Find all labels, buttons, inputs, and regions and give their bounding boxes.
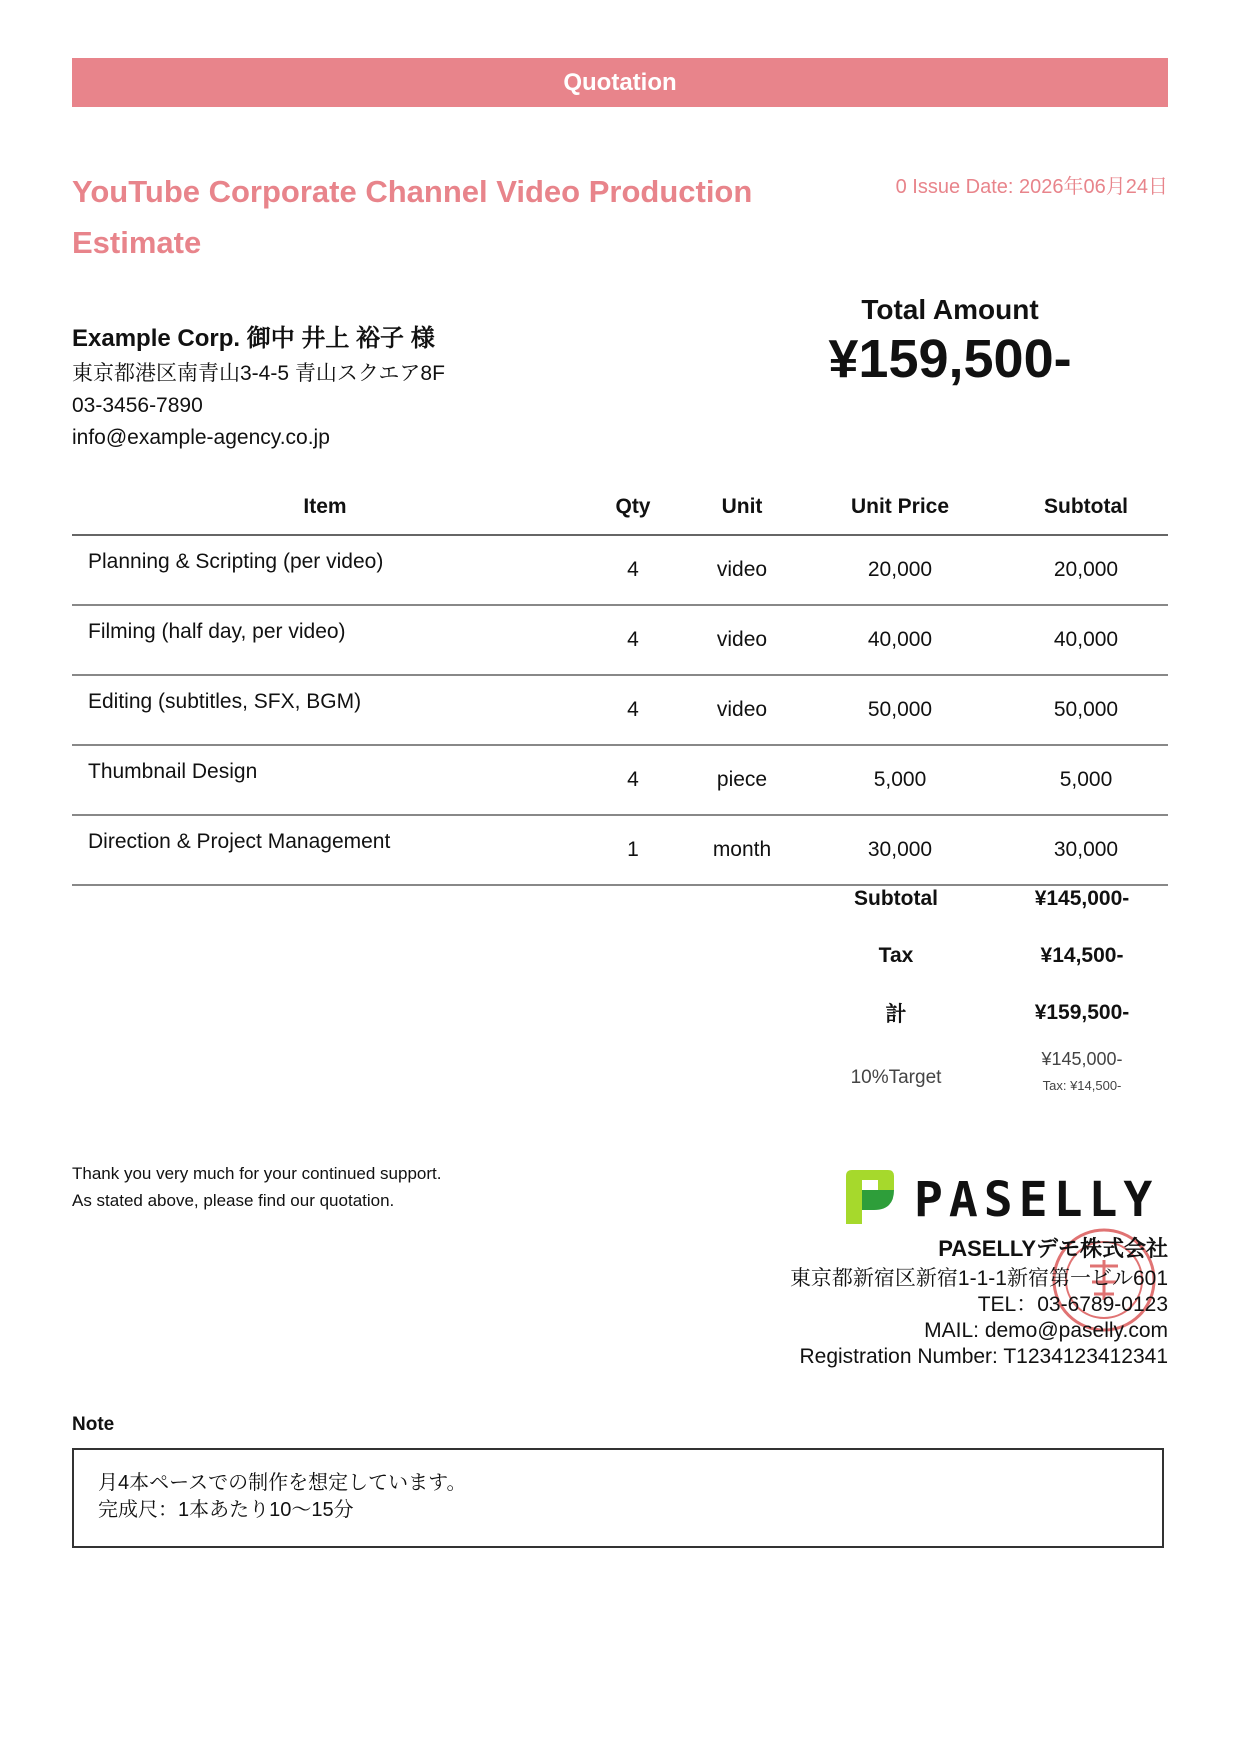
issuer-mail: MAIL: demo@paselly.com (924, 1319, 1168, 1342)
row-qty: 4 (578, 745, 688, 815)
issuer-company (790, 1236, 1168, 1370)
row-subtotal: 40,000 (1004, 605, 1168, 675)
row-unit-price: 30,000 (796, 815, 1004, 885)
table-row (72, 675, 1168, 745)
document-banner: Quotation (72, 58, 1168, 107)
grand-total-label: 計 (885, 1002, 907, 1026)
tax-target-tax: Tax: ¥14,500- (1042, 1078, 1122, 1093)
header-unit-price: Unit Price (796, 480, 1004, 535)
row-subtotal: 50,000 (1004, 675, 1168, 745)
row-item: Direction & Project Management (72, 815, 578, 885)
summary-block (792, 870, 1168, 1093)
table-header-row (72, 480, 1168, 535)
table-row (72, 605, 1168, 675)
header-unit: Unit (688, 480, 796, 535)
row-subtotal: 5,000 (1004, 745, 1168, 815)
row-unit-price: 20,000 (796, 535, 1004, 605)
client-address: 東京都港区南青山3-4-5 青山スクエア8F (72, 362, 445, 385)
client-name: Example Corp. 御中 井上 裕子 様 (72, 325, 435, 352)
row-unit-price: 5,000 (796, 745, 1004, 815)
tax-target-values (1000, 1049, 1164, 1093)
row-unit: month (688, 815, 796, 885)
header-subtotal: Subtotal (1004, 480, 1168, 535)
client-info (72, 358, 445, 454)
subtotal-label: Subtotal (854, 886, 938, 910)
client-email: info@example-agency.co.jp (72, 426, 330, 449)
row-unit-price: 40,000 (796, 605, 1004, 675)
issuer-address: 東京都新宿区新宿1-1-1新宿第一ビル601 (789, 1267, 1168, 1290)
tax-label: Tax (878, 943, 914, 967)
grand-total-value: ¥159,500- (1034, 1000, 1130, 1024)
paselly-logo (838, 1166, 1168, 1228)
header-item: Item (72, 480, 578, 535)
paselly-wordmark: PASELLY (914, 1172, 1159, 1228)
row-item: Filming (half day, per video) (72, 605, 578, 675)
client-phone: 03-3456-7890 (72, 394, 203, 417)
note-box (72, 1448, 1164, 1548)
row-qty: 4 (578, 605, 688, 675)
row-subtotal: 20,000 (1004, 535, 1168, 605)
issuer-tel: TEL：03-6789-0123 (977, 1293, 1168, 1316)
row-unit: piece (688, 745, 796, 815)
note-line-2: 完成尺：1本あたり10〜15分 (98, 1499, 354, 1521)
grand-total-row (792, 984, 1168, 1041)
tax-row (792, 927, 1168, 984)
thanks-line-2: As stated above, please find our quotation. (72, 1191, 395, 1210)
tax-target-amount: ¥145,000- (1041, 1049, 1123, 1069)
row-unit: video (688, 535, 796, 605)
thanks-message (72, 1160, 441, 1214)
thanks-line-1: Thank you very much for your continued support. (72, 1164, 442, 1183)
row-item: Planning & Scripting (per video) (72, 535, 578, 605)
total-amount-value: ¥159,500- (828, 329, 1072, 389)
row-unit: video (688, 675, 796, 745)
table-row (72, 535, 1168, 605)
paselly-mark-icon (846, 1170, 894, 1224)
issue-date: 0 Issue Date: 2026年06月24日 (895, 176, 1168, 198)
tax-target-row (792, 1049, 1168, 1093)
row-item: Editing (subtitles, SFX, BGM) (72, 675, 578, 745)
subtotal-value: ¥145,000- (1034, 886, 1130, 910)
row-qty: 4 (578, 675, 688, 745)
items-table (72, 480, 1168, 886)
tax-value: ¥14,500- (1040, 943, 1124, 967)
subtotal-row (792, 870, 1168, 927)
total-amount-label: Total Amount (861, 294, 1039, 325)
total-amount-box (770, 294, 1130, 390)
row-qty: 4 (578, 535, 688, 605)
note-line-1: 月4本ペースでの制作を想定しています。 (98, 1472, 467, 1494)
row-qty: 1 (578, 815, 688, 885)
issuer-name: PASELLYデモ株式会社 (938, 1236, 1168, 1261)
row-unit: video (688, 605, 796, 675)
table-row (72, 745, 1168, 815)
row-unit-price: 50,000 (796, 675, 1004, 745)
header-qty: Qty (578, 480, 688, 535)
row-subtotal: 30,000 (1004, 815, 1168, 885)
tax-target-label: 10%Target (850, 1067, 942, 1088)
row-item: Thumbnail Design (72, 745, 578, 815)
issuer-registration: Registration Number: T1234123412341 (799, 1345, 1168, 1368)
note-label: Note (72, 1414, 115, 1435)
document-title: YouTube Corporate Channel Video Production Estimate (72, 174, 753, 260)
